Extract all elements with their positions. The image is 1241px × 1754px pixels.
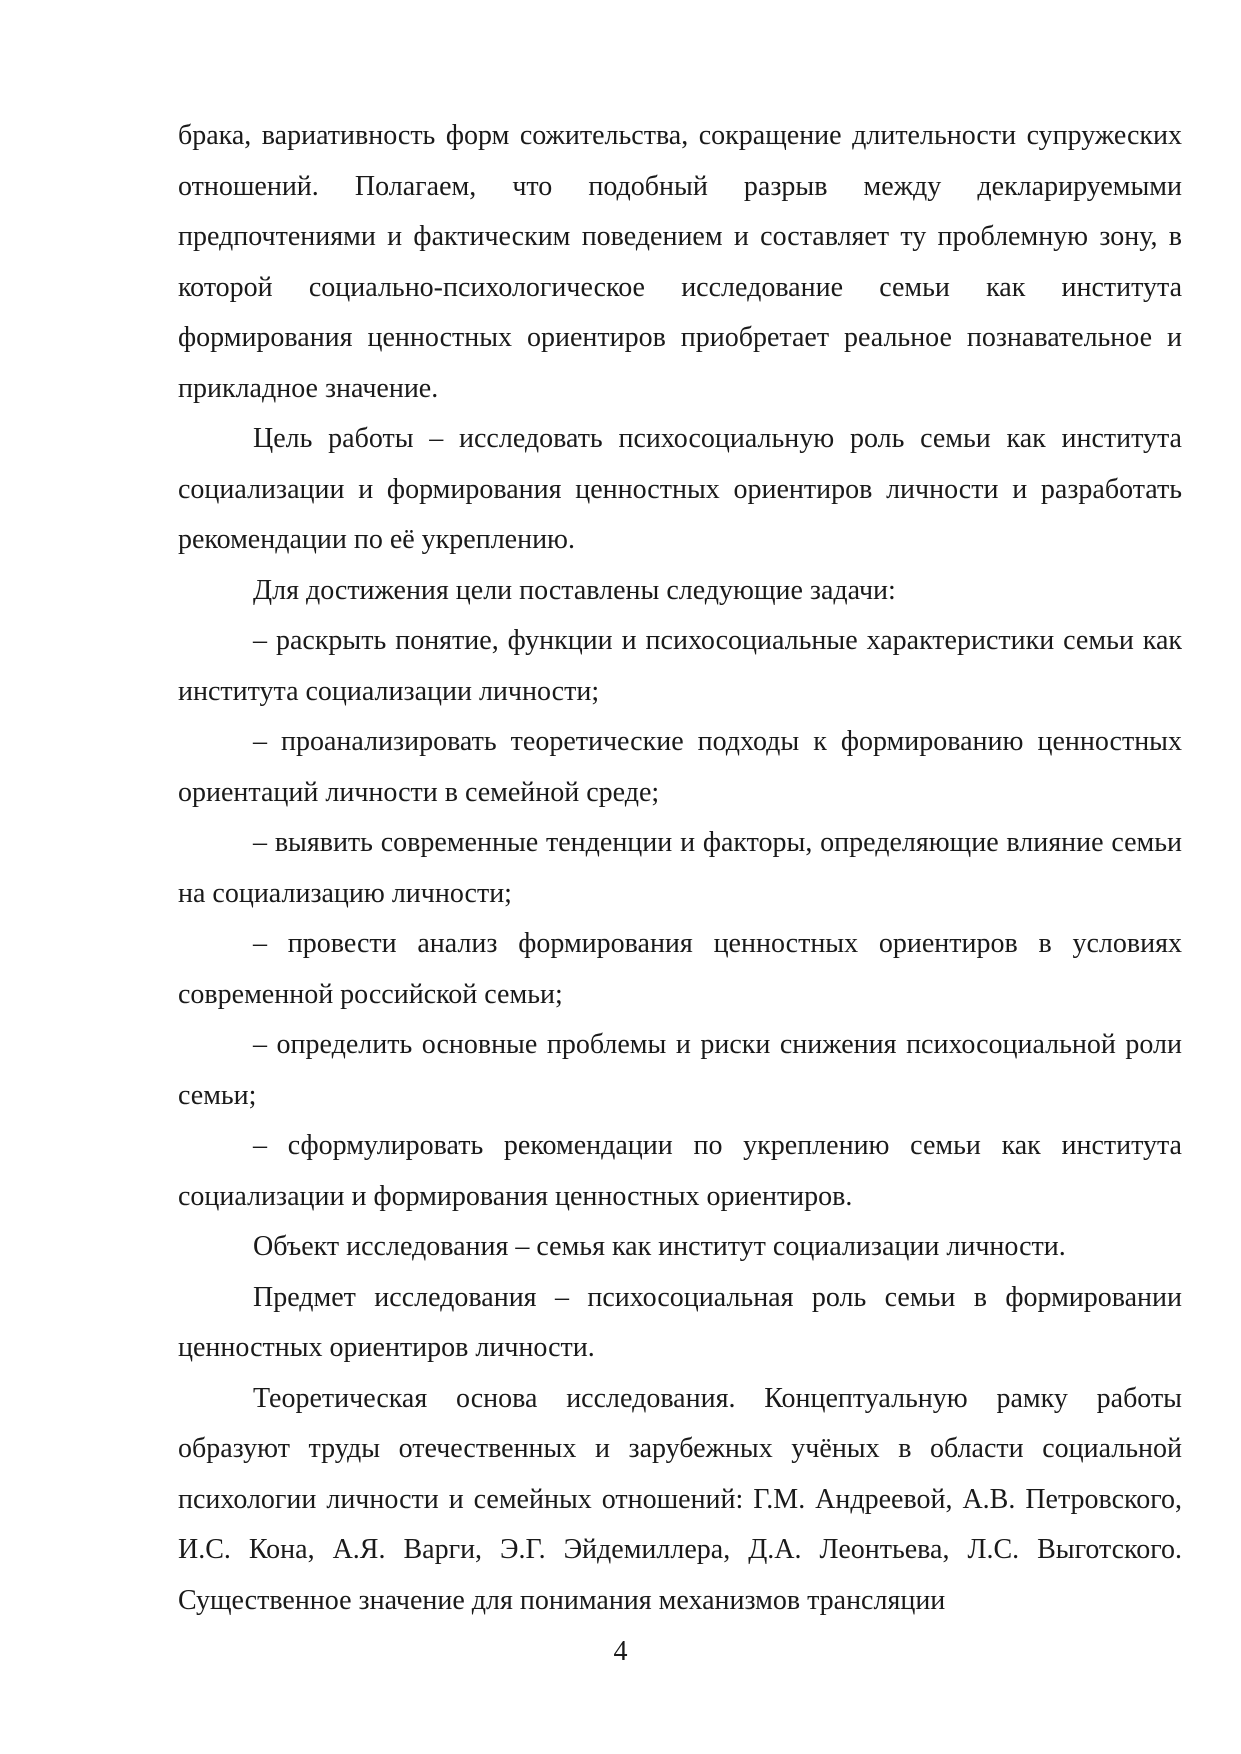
task-item-4: – провести анализ формирования ценностных ориентиров в условиях современной российской семьи; [178, 928, 1182, 1010]
task-item-5: – определить основные проблемы и риски снижения психосоциальной роли семьи; [178, 1029, 1182, 1111]
paragraph-theoretical-basis: Теоретическая основа исследования. Концептуальную рамку работы образуют труды отечественных и зарубежных учёных в области социальной психологии личности и семейных отношений: Г.М. Андреевой, А.В. Петровского, И.С. Кона, А.Я. Варги, Э.Г. Эйдемиллера, Д.А. Леонтьева, Л.С. Выготского. Существенное значение для понимания механизмов трансляции [178, 1382, 1182, 1616]
paragraph-research-subject: Предмет исследования – психосоциальная роль семьи в формировании ценностных ориентиров личности. [178, 1281, 1182, 1363]
paragraph-goal: Цель работы – исследовать психосоциальную роль семьи как института социализации и формирования ценностных ориентиров личности и разработать рекомендации по её укреплению. [178, 423, 1182, 555]
document-body [178, 111, 1182, 1626]
paragraph-research-object: Объект исследования – семья как институт социализации личности. [253, 1231, 1066, 1262]
task-item-3: – выявить современные тенденции и факторы, определяющие влияние семьи на социализацию личности; [178, 827, 1182, 909]
paragraph-tasks-intro: Для достижения цели поставлены следующие задачи: [253, 574, 896, 606]
task-item-2: – проанализировать теоретические подходы к формированию ценностных ориентаций личности в семейной среде; [178, 726, 1182, 808]
page-number: 4 [613, 1636, 628, 1667]
task-item-6: – сформулировать рекомендации по укреплению семьи как института социализации и формирования ценностных ориентиров. [178, 1130, 1182, 1212]
paragraph-intro-continuation: брака, вариативность форм сожительства, сокращение длительности супружеских отношений. Полагаем, что подобный разрыв между декларируемыми предпочтениями и фактическим поведением и составляет ту проблемную зону, в которой социально-психологическое исследование семьи как института формирования ценностных ориентиров приобретает реальное познавательное и прикладное значение. [178, 120, 1182, 404]
task-item-1: – раскрыть понятие, функции и психосоциальные характеристики семьи как института социализации личности; [178, 625, 1182, 707]
